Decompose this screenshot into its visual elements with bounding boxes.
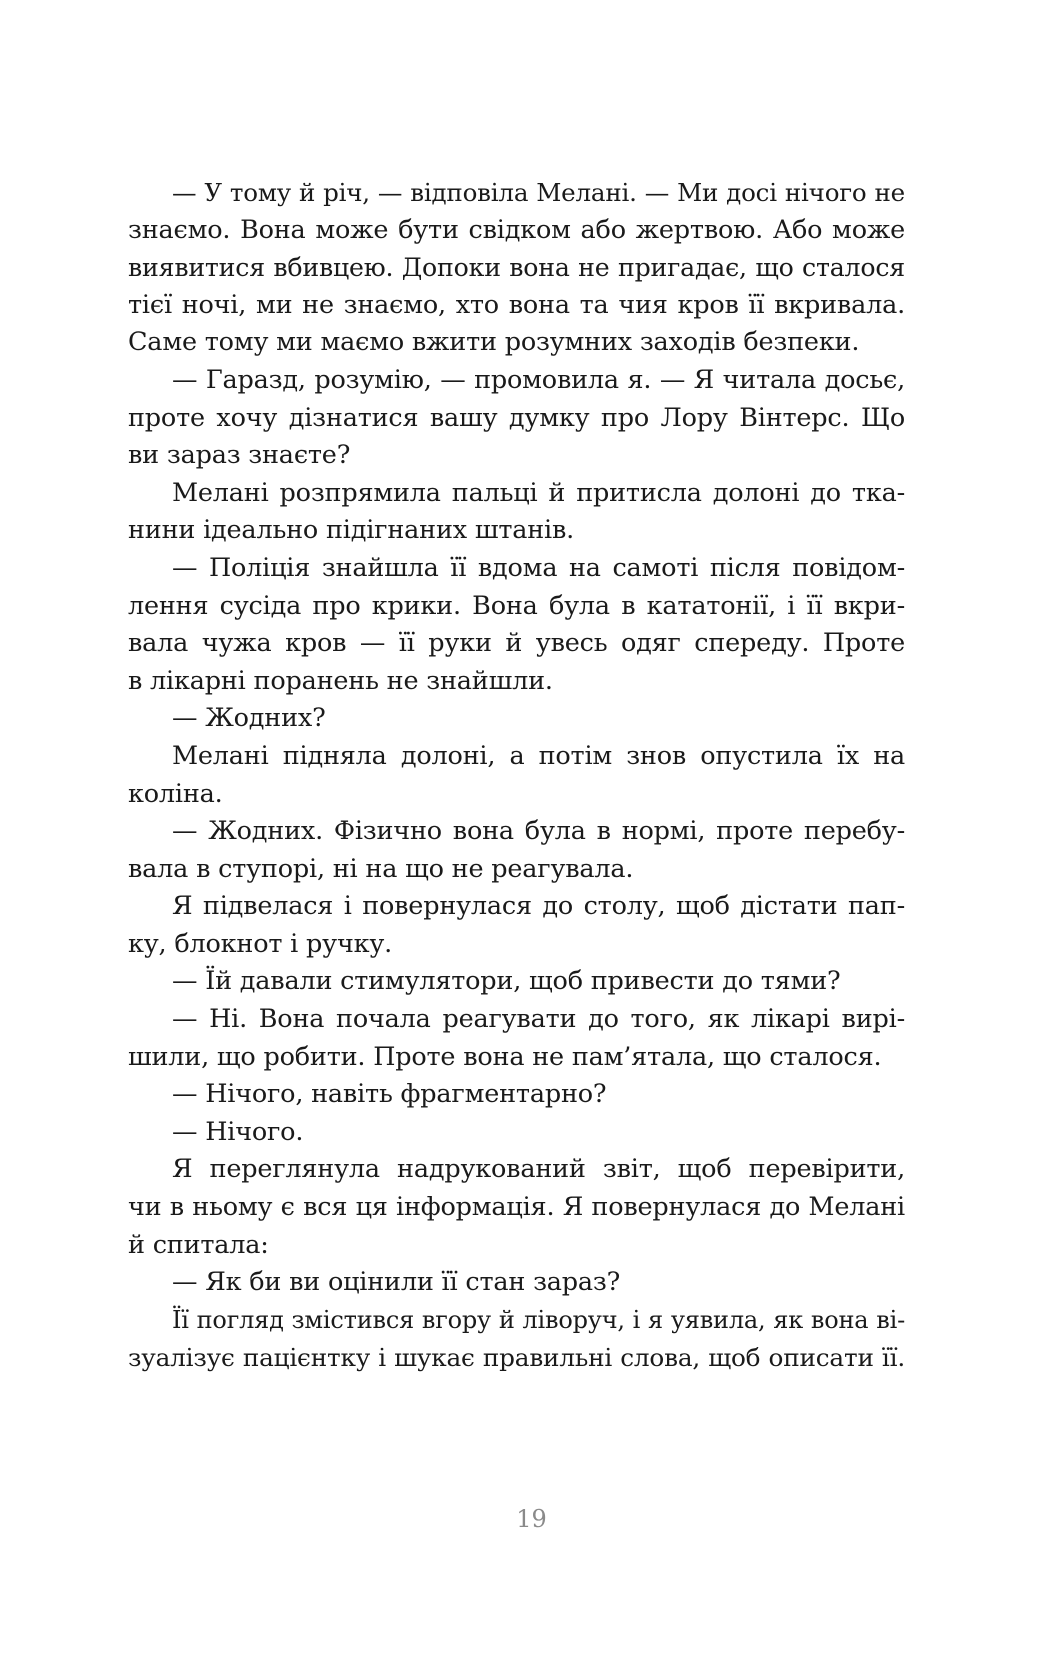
text-line: Я переглянула надрукований звіт, щоб перевірити, bbox=[172, 1154, 905, 1185]
text-line: — Нічого, навіть фрагментарно? bbox=[172, 1079, 607, 1110]
text-line: Мелані розпрямила пальці й притисла долоні до тка- bbox=[172, 477, 905, 508]
text-line: Її погляд змістився вгору й ліворуч, і я уявила, як вона ві- bbox=[172, 1305, 905, 1334]
text-line: — Їй давали стимулятори, щоб привести до тями? bbox=[172, 966, 841, 997]
text-line: — Жодних. Фізично вона була в нормі, проте перебу- bbox=[172, 816, 905, 847]
text-line: — Гаразд, розумію, — промовила я. — Я читала досьє, bbox=[172, 364, 905, 395]
text-line: — Жодних? bbox=[172, 703, 326, 734]
text-line: шили, що робити. Проте вона не пам’ятала, що сталося. bbox=[128, 1041, 882, 1072]
text-line: — Як би ви оцінили її стан зараз? bbox=[172, 1267, 621, 1298]
text-line: вала чужа кров — її руки й увесь одяг спереду. Проте bbox=[128, 628, 905, 659]
text-line: лення сусіда про крики. Вона була в кататонії, і її вкри- bbox=[128, 590, 905, 621]
text-line: чи в ньому є вся ця інформація. Я повернулася до Мелані bbox=[128, 1192, 905, 1223]
text-line: й спитала: bbox=[128, 1229, 269, 1260]
text-line: виявитися вбивцею. Допоки вона не пригадає, що сталося bbox=[128, 253, 905, 283]
text-line: нини ідеально підігнаних штанів. bbox=[128, 515, 575, 546]
text-line: — Ні. Вона почала реагувати до того, як лікарі вирі- bbox=[172, 1004, 905, 1035]
text-line: Мелані підняла долоні, а потім знов опустила їх на bbox=[172, 740, 905, 771]
text-line: знаємо. Вона може бути свідком або жертвою. Або може bbox=[128, 214, 905, 245]
text-line: вала в ступорі, ні на що не реагувала. bbox=[128, 853, 634, 884]
text-line: в лікарні поранень не знайшли. bbox=[128, 665, 553, 696]
page-number: 19 bbox=[516, 1505, 547, 1533]
page-body-text bbox=[128, 174, 905, 1377]
text-line: проте хочу дізнатися вашу думку про Лору Вінтерс. Що bbox=[128, 402, 905, 433]
text-line: зуалізує пацієнтку і шукає правильні слова, щоб описати її. bbox=[128, 1343, 905, 1373]
text-line: — Нічого. bbox=[172, 1116, 304, 1147]
text-line: Я підвелася і повернулася до столу, щоб дістати пап- bbox=[172, 891, 905, 922]
text-line: ку, блокнот і ручку. bbox=[128, 928, 393, 959]
text-line: — Поліція знайшла її вдома на самоті після повідом- bbox=[172, 552, 905, 583]
text-line: — У тому й річ, — відповіла Мелані. — Ми досі нічого не bbox=[172, 178, 905, 207]
text-line: Саме тому ми маємо вжити розумних заходів безпеки. bbox=[128, 327, 860, 358]
text-line: ви зараз знаєте? bbox=[128, 440, 351, 471]
text-line: коліна. bbox=[128, 778, 223, 809]
text-line: тієї ночі, ми не знаємо, хто вона та чия кров її вкривала. bbox=[128, 289, 905, 320]
